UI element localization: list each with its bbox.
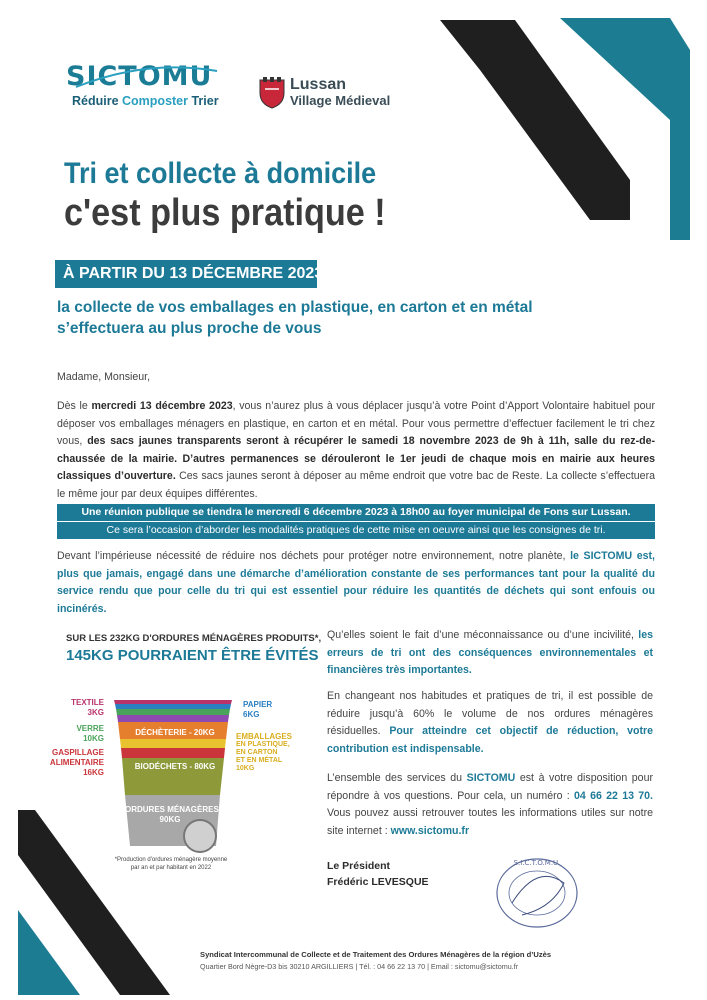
layer-glass (116, 709, 230, 715)
public-meeting-notice (57, 504, 655, 539)
corner-decoration-top (440, 0, 707, 245)
paragraph-reduction: En changeant nos habitudes et pratiques de tri, il est possible de réduire jusqu’à 60% le volume de nos ordures ménagères résiduelles. Pour atteindre cet objectif de réduction, votre contribution est indispensable. (327, 690, 653, 755)
label-gaspillage: GASPILLAGE ALIMENTAIRE 16KG (49, 748, 104, 777)
layer-food-waste (121, 748, 225, 758)
label-emballages: EMBALLAGES EN PLASTIQUE, EN CARTON ET EN MÉTAL 10KG (236, 732, 292, 772)
layer-paper (115, 704, 231, 709)
sictomu-tagline: Réduire Composter Trier (72, 94, 219, 108)
signer-role: Le Président (327, 860, 391, 872)
meeting-line-1: Une réunion publique se tiendra le mercredi 6 décembre 2023 à 18h00 au foyer municipal de Fons sur Lussan. (57, 504, 655, 521)
footer-organization: Syndicat Intercommunal de Collecte et de Traitement des Ordures Ménagères de la région d’Uzès (200, 950, 552, 959)
footer-contact: Quartier Bord Nègre-D3 bis 30210 ARGILLIERS | Tél. : 04 66 22 13 70 | Email : sictomu@sictomu.fr (200, 962, 519, 971)
greeting: Madame, Monsieur, (57, 371, 151, 383)
stamp-text: S.I.C.T.O.M.U. (513, 859, 561, 867)
official-stamp (492, 853, 582, 933)
infographic-highlight: 145KG POURRAIENT ÊTRE ÉVITÉS (66, 647, 319, 664)
paragraph-sorting-errors: Qu’elles soient le fait d’une méconnaissance ou d’une incivilité, les erreurs de tri ont des conséquences environnementales et financières très importantes. (327, 629, 653, 677)
paragraph-contact: L’ensemble des services du SICTOMU est à votre disposition pour répondre à vos questions. Pour cela, un numéro : 04 66 22 13 70. Vous pouvez aussi retrouver toutes les informations utiles sur notre site internet : www.sictomu.fr (327, 772, 654, 837)
page-title-line1: Tri et collecte à domicile (64, 157, 377, 190)
meeting-line-2: Ce sera l’occasion d’aborder les modalités pratiques de cette mise en oeuvre ainsi que les consignes de tri. (57, 522, 655, 539)
sictomu-logo (66, 55, 226, 108)
infographic-heading: SUR LES 232KG D'ORDURES MÉNAGÈRES PRODUITS*, (66, 633, 322, 644)
village-subtitle: Village Médieval (290, 93, 391, 108)
label-textile: TEXTILE 3KG (71, 698, 104, 717)
label-papier: PAPIER 6KG (243, 700, 273, 719)
layer-extra (117, 715, 229, 722)
layer-packaging (120, 739, 226, 748)
infographic-footnote: *Production d'ordures ménagère moyenne par an et par habitant en 2022 (114, 857, 228, 871)
paragraph-commitment: Devant l’impérieuse nécessité de réduire nos déchets pour protéger notre environnement, notre planète, le SICTOMU est, plus que jamais, engagé dans une démarche d’amélioration constante de ses performances tant pour la qualité du service rendu que pour celle du tri qui est essentiel pour réduire les quantités de déchets qui sont enfouis ou incinérés. (57, 550, 655, 615)
coat-of-arms-icon (258, 77, 286, 109)
signature-block (327, 858, 429, 890)
signer-name: Frédéric LEVESQUE (327, 876, 429, 888)
website-link[interactable]: www.sictomu.fr (390, 824, 470, 837)
label-verre: VERRE 10KG (76, 724, 104, 743)
lussan-logo (258, 77, 390, 109)
date-banner: À PARTIR DU 13 DÉCEMBRE 2023 (55, 260, 317, 288)
page-title-line2: c'est plus pratique ! (64, 192, 386, 234)
sictomu-wordmark: SICTOMU (66, 61, 213, 92)
subtitle: la collecte de vos emballages en plastique, en carton et en métal s’effectuera au plus proche de vous (57, 299, 533, 337)
phone-number: 04 66 22 13 70. (574, 789, 654, 802)
label-om-inner: ORDURES MÉNAGÈRES 90KG (125, 805, 219, 824)
paragraph-intro: Dès le mercredi 13 décembre 2023, vous n’aurez plus à vous déplacer jusqu’à votre Point d’Apport Volontaire habituel pour déposer vos emballages ménagers en plastique, en carton et en métal. Pour vous permettre d’effectuer facilement le tri chez vous, des sacs jaunes transparents seront à récupérer le samedi 18 novembre 2023 de 9h à 11h, salle du rez-de-chaussée de la mairie. D’autres permanences se dérouleront le 1er jeudi de chaque mois en mairie aux heures classiques d’ouverture. Ces sacs jaunes seront à déposer au même endroit que votre bac de Reste. La collecte s’effectuera le même jour par deux équipes différentes. (57, 400, 656, 500)
label-decheterie-inner: DÉCHÈTERIE - 20KG (135, 728, 215, 737)
village-name: Lussan (290, 76, 347, 93)
layer-textile (114, 700, 232, 704)
label-biodechets-inner: BIODÉCHETS - 80KG (134, 762, 216, 771)
waste-bin-infographic (110, 698, 240, 856)
logo-swoosh-icon (71, 63, 221, 93)
